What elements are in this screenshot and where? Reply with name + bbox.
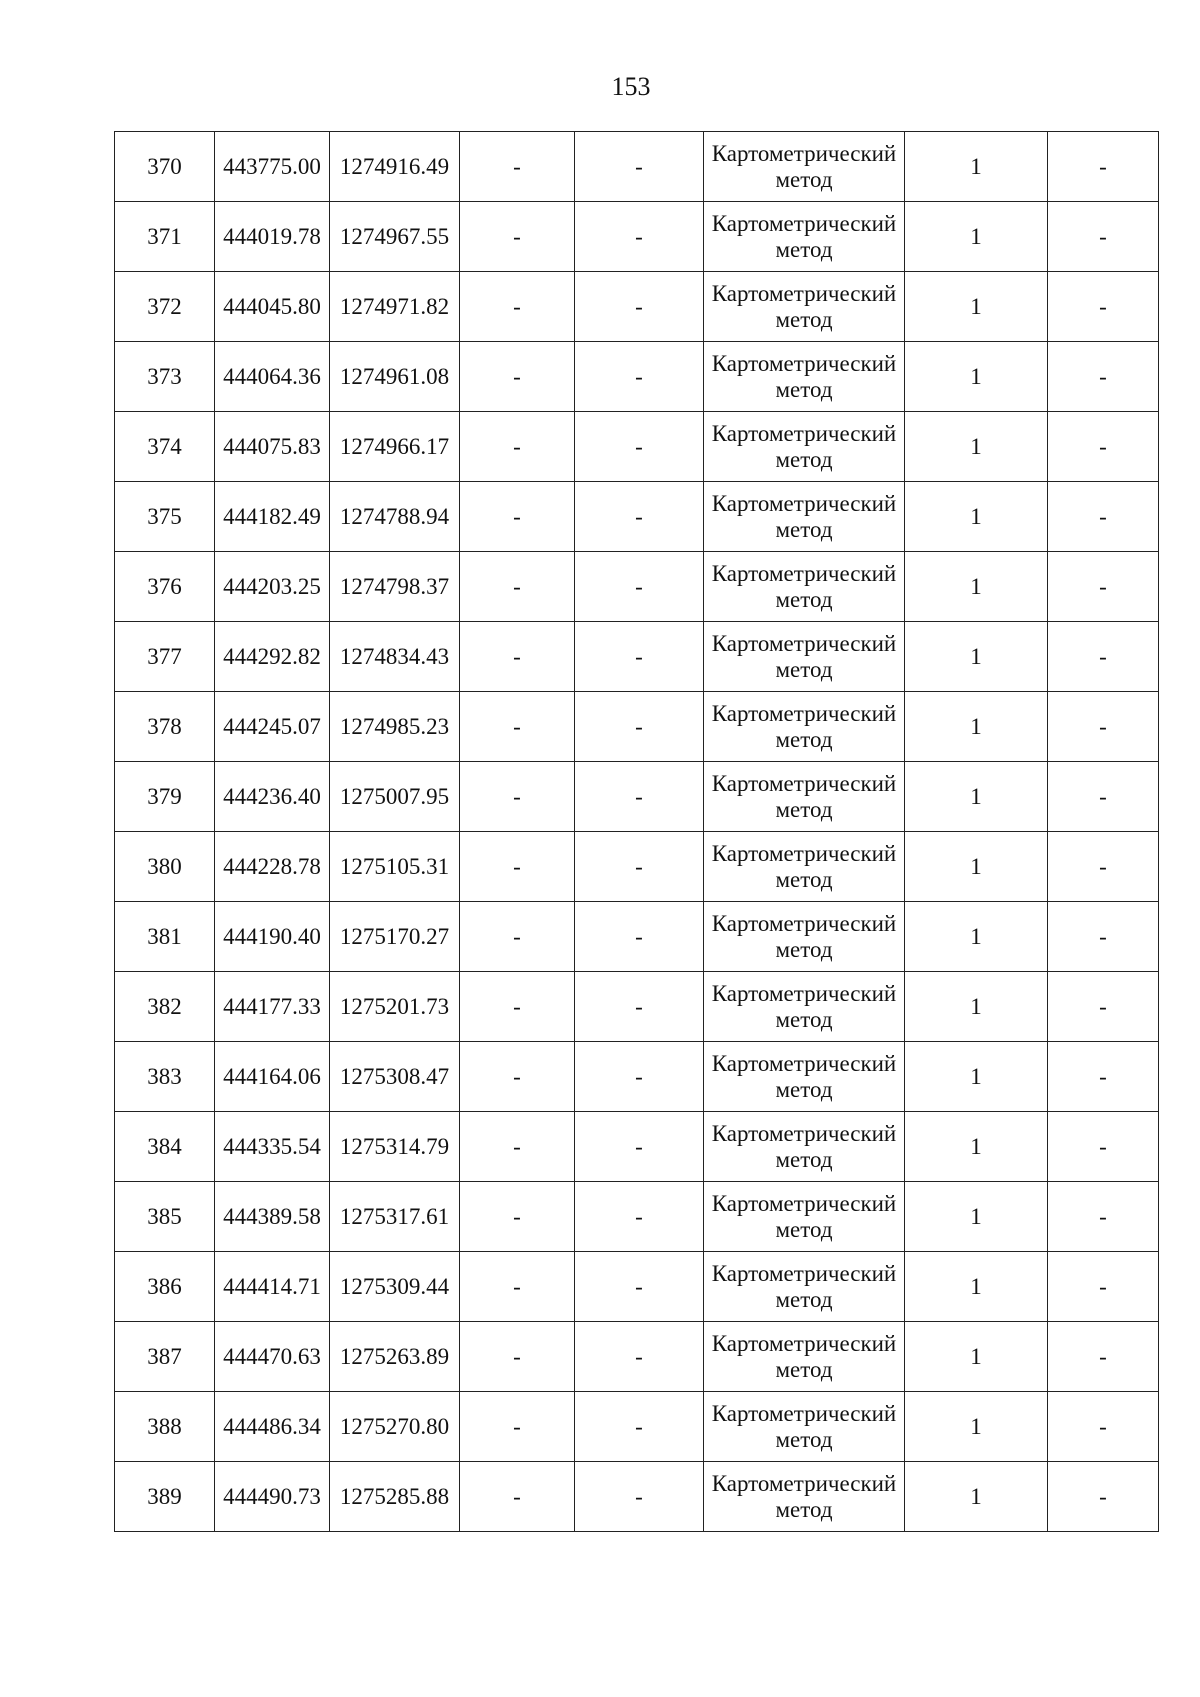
method-cell xyxy=(704,1392,905,1462)
method-line-1: Картометрический xyxy=(711,840,897,866)
column-8-cell: - xyxy=(1048,412,1159,482)
method-cell xyxy=(704,1322,905,1392)
column-7-cell: 1 xyxy=(905,1252,1048,1322)
column-8-cell: - xyxy=(1048,1322,1159,1392)
x-coordinate-cell: 444164.06 xyxy=(215,1042,330,1112)
method-cell xyxy=(704,832,905,902)
column-5-cell: - xyxy=(575,1252,704,1322)
method-line-2: метод xyxy=(775,1356,833,1382)
y-coordinate-cell: 1275105.31 xyxy=(330,832,460,902)
method-line-2: метод xyxy=(775,866,833,892)
column-8-cell: - xyxy=(1048,1182,1159,1252)
column-4-cell: - xyxy=(460,622,575,692)
method-line-2: метод xyxy=(775,376,833,402)
column-4-cell: - xyxy=(460,1392,575,1462)
method-line-1: Картометрический xyxy=(711,1400,897,1426)
column-4-cell: - xyxy=(460,692,575,762)
method-line-2: метод xyxy=(775,726,833,752)
column-4-cell: - xyxy=(460,1042,575,1112)
column-5-cell: - xyxy=(575,552,704,622)
column-7-cell: 1 xyxy=(905,202,1048,272)
column-7-cell: 1 xyxy=(905,762,1048,832)
column-4-cell: - xyxy=(460,342,575,412)
method-line-1: Картометрический xyxy=(711,1190,897,1216)
table-row xyxy=(115,272,1159,342)
point-number-cell: 381 xyxy=(115,902,215,972)
x-coordinate-cell: 444292.82 xyxy=(215,622,330,692)
method-line-1: Картометрический xyxy=(711,700,897,726)
method-cell xyxy=(704,202,905,272)
method-line-1: Картометрический xyxy=(711,910,897,936)
method-line-2: метод xyxy=(775,306,833,332)
table-row xyxy=(115,132,1159,202)
column-7-cell: 1 xyxy=(905,692,1048,762)
method-cell xyxy=(704,482,905,552)
method-cell xyxy=(704,1182,905,1252)
method-line-2: метод xyxy=(775,1496,833,1522)
column-7-cell: 1 xyxy=(905,972,1048,1042)
column-4-cell: - xyxy=(460,552,575,622)
x-coordinate-cell: 444470.63 xyxy=(215,1322,330,1392)
y-coordinate-cell: 1275309.44 xyxy=(330,1252,460,1322)
column-4-cell: - xyxy=(460,202,575,272)
column-5-cell: - xyxy=(575,272,704,342)
table-row xyxy=(115,1182,1159,1252)
method-cell xyxy=(704,692,905,762)
method-cell xyxy=(704,972,905,1042)
y-coordinate-cell: 1274966.17 xyxy=(330,412,460,482)
method-line-1: Картометрический xyxy=(711,630,897,656)
point-number-cell: 379 xyxy=(115,762,215,832)
y-coordinate-cell: 1274798.37 xyxy=(330,552,460,622)
table-row xyxy=(115,482,1159,552)
method-line-1: Картометрический xyxy=(711,1330,897,1356)
coordinates-table xyxy=(114,131,1159,1532)
y-coordinate-cell: 1274967.55 xyxy=(330,202,460,272)
method-cell xyxy=(704,1252,905,1322)
column-7-cell: 1 xyxy=(905,482,1048,552)
table-row xyxy=(115,342,1159,412)
column-5-cell: - xyxy=(575,1042,704,1112)
method-line-1: Картометрический xyxy=(711,210,897,236)
table-row xyxy=(115,552,1159,622)
column-8-cell: - xyxy=(1048,832,1159,902)
point-number-cell: 384 xyxy=(115,1112,215,1182)
table-row xyxy=(115,1112,1159,1182)
method-cell xyxy=(704,412,905,482)
table-row xyxy=(115,972,1159,1042)
y-coordinate-cell: 1275201.73 xyxy=(330,972,460,1042)
method-cell xyxy=(704,132,905,202)
y-coordinate-cell: 1275308.47 xyxy=(330,1042,460,1112)
column-8-cell: - xyxy=(1048,622,1159,692)
column-8-cell: - xyxy=(1048,972,1159,1042)
x-coordinate-cell: 444075.83 xyxy=(215,412,330,482)
column-7-cell: 1 xyxy=(905,832,1048,902)
table-row xyxy=(115,1392,1159,1462)
column-7-cell: 1 xyxy=(905,622,1048,692)
point-number-cell: 376 xyxy=(115,552,215,622)
method-line-1: Картометрический xyxy=(711,1470,897,1496)
column-8-cell: - xyxy=(1048,552,1159,622)
column-8-cell: - xyxy=(1048,272,1159,342)
x-coordinate-cell: 444190.40 xyxy=(215,902,330,972)
method-line-2: метод xyxy=(775,796,833,822)
y-coordinate-cell: 1275007.95 xyxy=(330,762,460,832)
column-5-cell: - xyxy=(575,1462,704,1532)
column-7-cell: 1 xyxy=(905,552,1048,622)
column-4-cell: - xyxy=(460,1182,575,1252)
method-line-2: метод xyxy=(775,936,833,962)
table-row xyxy=(115,692,1159,762)
x-coordinate-cell: 444245.07 xyxy=(215,692,330,762)
table-body xyxy=(115,132,1159,1532)
point-number-cell: 377 xyxy=(115,622,215,692)
column-5-cell: - xyxy=(575,1392,704,1462)
point-number-cell: 385 xyxy=(115,1182,215,1252)
method-line-2: метод xyxy=(775,1286,833,1312)
method-line-1: Картометрический xyxy=(711,770,897,796)
column-7-cell: 1 xyxy=(905,1462,1048,1532)
column-7-cell: 1 xyxy=(905,272,1048,342)
column-8-cell: - xyxy=(1048,692,1159,762)
column-7-cell: 1 xyxy=(905,1392,1048,1462)
y-coordinate-cell: 1275270.80 xyxy=(330,1392,460,1462)
point-number-cell: 375 xyxy=(115,482,215,552)
method-line-2: метод xyxy=(775,1216,833,1242)
y-coordinate-cell: 1275170.27 xyxy=(330,902,460,972)
column-4-cell: - xyxy=(460,132,575,202)
column-7-cell: 1 xyxy=(905,132,1048,202)
x-coordinate-cell: 444335.54 xyxy=(215,1112,330,1182)
table-row xyxy=(115,902,1159,972)
y-coordinate-cell: 1274961.08 xyxy=(330,342,460,412)
method-line-2: метод xyxy=(775,1146,833,1172)
x-coordinate-cell: 444177.33 xyxy=(215,972,330,1042)
column-5-cell: - xyxy=(575,132,704,202)
method-cell xyxy=(704,1462,905,1532)
x-coordinate-cell: 444045.80 xyxy=(215,272,330,342)
x-coordinate-cell: 444203.25 xyxy=(215,552,330,622)
method-cell xyxy=(704,1042,905,1112)
x-coordinate-cell: 444228.78 xyxy=(215,832,330,902)
method-line-2: метод xyxy=(775,236,833,262)
method-line-2: метод xyxy=(775,516,833,542)
column-5-cell: - xyxy=(575,832,704,902)
column-7-cell: 1 xyxy=(905,902,1048,972)
x-coordinate-cell: 444019.78 xyxy=(215,202,330,272)
method-line-1: Картометрический xyxy=(711,1120,897,1146)
point-number-cell: 373 xyxy=(115,342,215,412)
method-line-2: метод xyxy=(775,1006,833,1032)
column-5-cell: - xyxy=(575,1112,704,1182)
x-coordinate-cell: 444182.49 xyxy=(215,482,330,552)
point-number-cell: 382 xyxy=(115,972,215,1042)
y-coordinate-cell: 1274788.94 xyxy=(330,482,460,552)
x-coordinate-cell: 444490.73 xyxy=(215,1462,330,1532)
x-coordinate-cell: 443775.00 xyxy=(215,132,330,202)
column-7-cell: 1 xyxy=(905,1322,1048,1392)
method-line-1: Картометрический xyxy=(711,140,897,166)
method-cell xyxy=(704,622,905,692)
method-line-2: метод xyxy=(775,1076,833,1102)
point-number-cell: 388 xyxy=(115,1392,215,1462)
x-coordinate-cell: 444486.34 xyxy=(215,1392,330,1462)
column-7-cell: 1 xyxy=(905,1042,1048,1112)
column-4-cell: - xyxy=(460,272,575,342)
point-number-cell: 371 xyxy=(115,202,215,272)
column-5-cell: - xyxy=(575,622,704,692)
column-5-cell: - xyxy=(575,1182,704,1252)
column-4-cell: - xyxy=(460,972,575,1042)
column-8-cell: - xyxy=(1048,1392,1159,1462)
table-row xyxy=(115,762,1159,832)
column-4-cell: - xyxy=(460,1252,575,1322)
y-coordinate-cell: 1274834.43 xyxy=(330,622,460,692)
method-line-2: метод xyxy=(775,1426,833,1452)
method-cell xyxy=(704,342,905,412)
column-8-cell: - xyxy=(1048,132,1159,202)
method-line-2: метод xyxy=(775,446,833,472)
column-5-cell: - xyxy=(575,202,704,272)
column-8-cell: - xyxy=(1048,342,1159,412)
table-row xyxy=(115,412,1159,482)
table-row xyxy=(115,1042,1159,1112)
table-row xyxy=(115,202,1159,272)
column-8-cell: - xyxy=(1048,1252,1159,1322)
table-row xyxy=(115,622,1159,692)
column-5-cell: - xyxy=(575,412,704,482)
point-number-cell: 380 xyxy=(115,832,215,902)
page-number: 153 xyxy=(611,72,651,101)
point-number-cell: 383 xyxy=(115,1042,215,1112)
column-4-cell: - xyxy=(460,1462,575,1532)
y-coordinate-cell: 1274916.49 xyxy=(330,132,460,202)
point-number-cell: 374 xyxy=(115,412,215,482)
method-cell xyxy=(704,902,905,972)
method-line-1: Картометрический xyxy=(711,280,897,306)
table-row xyxy=(115,1252,1159,1322)
method-cell xyxy=(704,762,905,832)
method-line-1: Картометрический xyxy=(711,490,897,516)
table-row xyxy=(115,1462,1159,1532)
column-5-cell: - xyxy=(575,342,704,412)
column-8-cell: - xyxy=(1048,1462,1159,1532)
point-number-cell: 387 xyxy=(115,1322,215,1392)
x-coordinate-cell: 444236.40 xyxy=(215,762,330,832)
column-5-cell: - xyxy=(575,482,704,552)
column-8-cell: - xyxy=(1048,902,1159,972)
column-4-cell: - xyxy=(460,902,575,972)
point-number-cell: 378 xyxy=(115,692,215,762)
method-line-1: Картометрический xyxy=(711,560,897,586)
y-coordinate-cell: 1275263.89 xyxy=(330,1322,460,1392)
column-7-cell: 1 xyxy=(905,1112,1048,1182)
method-line-1: Картометрический xyxy=(711,350,897,376)
x-coordinate-cell: 444414.71 xyxy=(215,1252,330,1322)
column-4-cell: - xyxy=(460,482,575,552)
method-line-1: Картометрический xyxy=(711,980,897,1006)
method-line-1: Картометрический xyxy=(711,420,897,446)
method-line-2: метод xyxy=(775,166,833,192)
y-coordinate-cell: 1275317.61 xyxy=(330,1182,460,1252)
method-cell xyxy=(704,1112,905,1182)
column-8-cell: - xyxy=(1048,762,1159,832)
method-line-1: Картометрический xyxy=(711,1260,897,1286)
method-cell xyxy=(704,272,905,342)
column-4-cell: - xyxy=(460,762,575,832)
column-4-cell: - xyxy=(460,1322,575,1392)
y-coordinate-cell: 1275314.79 xyxy=(330,1112,460,1182)
column-8-cell: - xyxy=(1048,482,1159,552)
column-5-cell: - xyxy=(575,902,704,972)
column-4-cell: - xyxy=(460,412,575,482)
method-line-2: метод xyxy=(775,586,833,612)
column-8-cell: - xyxy=(1048,202,1159,272)
method-line-1: Картометрический xyxy=(711,1050,897,1076)
method-cell xyxy=(704,552,905,622)
column-5-cell: - xyxy=(575,972,704,1042)
column-7-cell: 1 xyxy=(905,342,1048,412)
column-8-cell: - xyxy=(1048,1112,1159,1182)
x-coordinate-cell: 444064.36 xyxy=(215,342,330,412)
table-row xyxy=(115,832,1159,902)
point-number-cell: 370 xyxy=(115,132,215,202)
method-line-2: метод xyxy=(775,656,833,682)
point-number-cell: 372 xyxy=(115,272,215,342)
y-coordinate-cell: 1274971.82 xyxy=(330,272,460,342)
column-7-cell: 1 xyxy=(905,1182,1048,1252)
point-number-cell: 389 xyxy=(115,1462,215,1532)
column-8-cell: - xyxy=(1048,1042,1159,1112)
x-coordinate-cell: 444389.58 xyxy=(215,1182,330,1252)
column-7-cell: 1 xyxy=(905,412,1048,482)
y-coordinate-cell: 1275285.88 xyxy=(330,1462,460,1532)
table-row xyxy=(115,1322,1159,1392)
column-5-cell: - xyxy=(575,762,704,832)
column-5-cell: - xyxy=(575,1322,704,1392)
y-coordinate-cell: 1274985.23 xyxy=(330,692,460,762)
column-4-cell: - xyxy=(460,832,575,902)
column-5-cell: - xyxy=(575,692,704,762)
point-number-cell: 386 xyxy=(115,1252,215,1322)
column-4-cell: - xyxy=(460,1112,575,1182)
